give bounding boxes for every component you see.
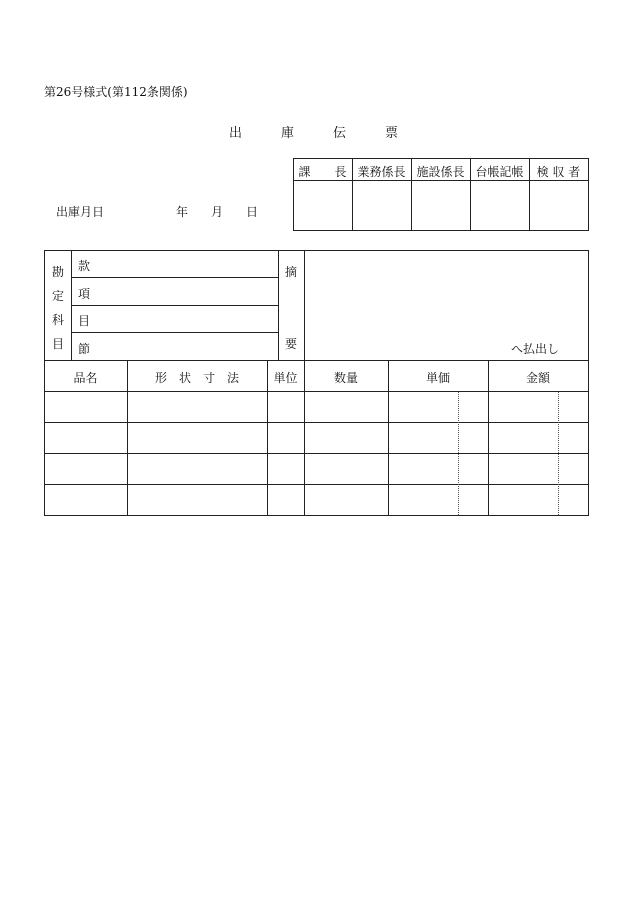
account-heading-char-4: 目	[52, 337, 65, 351]
header-unit-price: 単価	[425, 371, 450, 385]
header-amount: 金額	[525, 371, 550, 385]
header-unit: 単位	[273, 371, 298, 385]
header-quantity: 数量	[333, 371, 358, 385]
remarks-note: へ払出し	[511, 342, 560, 356]
account-row-setsu: 節	[78, 342, 91, 356]
account-heading-char-2: 定	[52, 289, 65, 303]
date-label: 出庫月日	[56, 205, 105, 219]
account-row-kou: 項	[78, 287, 91, 301]
day-label: 日	[246, 205, 259, 219]
approval-header-operations-chief: 業務係長	[357, 165, 406, 179]
remarks-char-2: 要	[285, 337, 298, 351]
year-label: 年	[176, 205, 189, 219]
document-title: 出 庫 伝 票	[229, 126, 399, 141]
account-row-kan: 款	[78, 259, 91, 273]
form-number: 第26号様式(第112条関係)	[44, 85, 188, 99]
approval-header-inspector: 検 収 者	[536, 165, 581, 179]
account-heading-char-1: 勘	[52, 265, 65, 279]
account-heading-char-3: 科	[52, 313, 65, 327]
approval-header-section-chief: 課 長	[298, 165, 347, 179]
approval-header-ledger-entry: 台帳記帳	[475, 165, 524, 179]
header-shape-dimensions: 形 状 寸 法	[154, 371, 239, 385]
remarks-char-1: 摘	[285, 265, 298, 279]
header-item-name: 品名	[73, 371, 98, 385]
approval-header-facilities-chief: 施設係長	[416, 165, 465, 179]
account-row-moku: 目	[78, 314, 91, 328]
month-label: 月	[211, 205, 224, 219]
